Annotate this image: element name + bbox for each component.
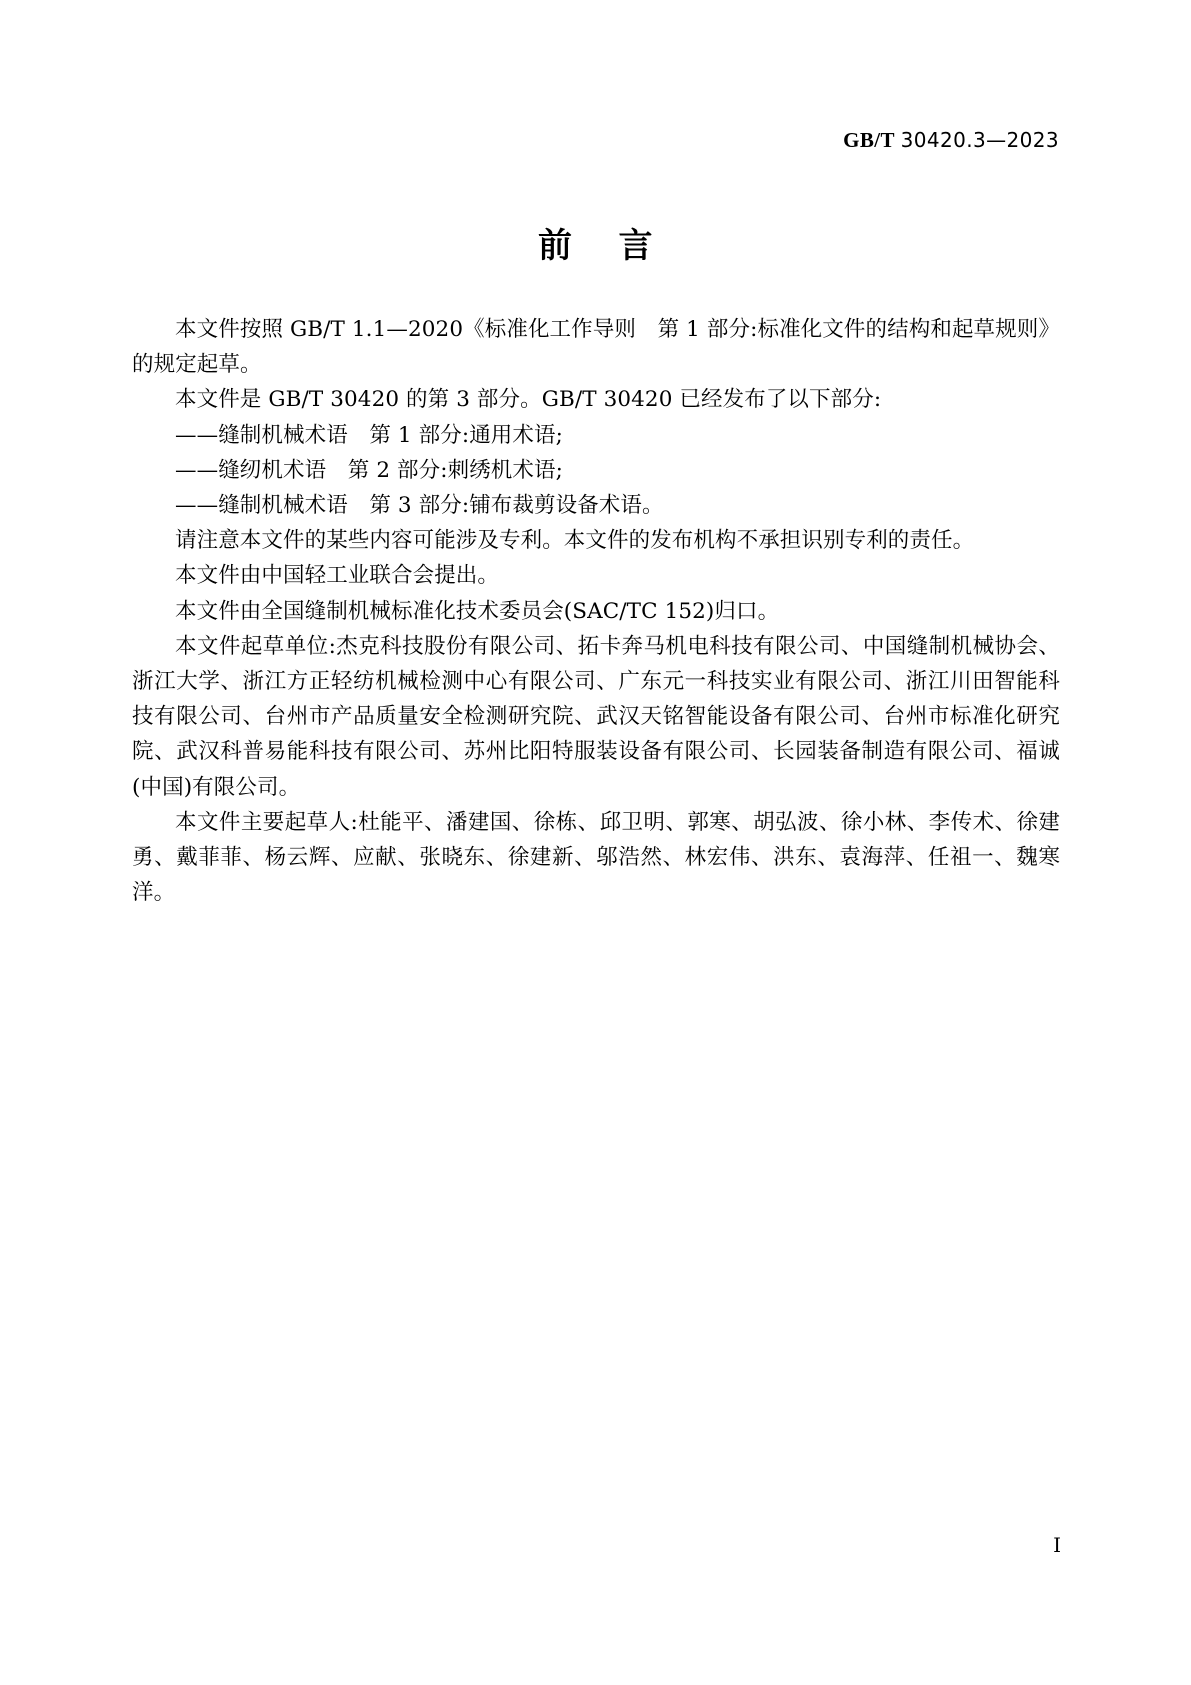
page-title — [0, 218, 1191, 267]
running-header — [843, 128, 1059, 153]
page-number: I — [1053, 1533, 1061, 1557]
paragraph-drafting-organizations: 本文件起草单位:杰克科技股份有限公司、拓卡奔马机电科技有限公司、中国缝制机械协会、浙江大学、浙江方正轻纺机械检测中心有限公司、广东元一科技实业有限公司、浙江川田智能科技有限公司、台州市产品质量安全检测研究院、武汉天铭智能设备有限公司、台州市标准化研究院、武汉科普易能科技有限公司、苏州比阳特服装设备有限公司、长园装备制造有限公司、福诚(中国)有限公司。 — [132, 633, 1060, 800]
paragraph-administered-by: 本文件由全国缝制机械标准化技术委员会(SAC/TC 152)归口。 — [175, 598, 780, 624]
title-char-2: 言 — [618, 226, 653, 266]
standard-number: 30420.3—2023 — [900, 128, 1059, 152]
list-item: ——缝制机械术语 第 3 部分:铺布裁剪设备术语。 — [175, 493, 664, 519]
foreword-body — [132, 312, 1060, 910]
standard-prefix: GB/T — [843, 128, 895, 152]
list-item: ——缝制机械术语 第 1 部分:通用术语; — [175, 422, 563, 448]
title-char-1: 前 — [538, 226, 573, 266]
paragraph-proposed-by: 本文件由中国轻工业联合会提出。 — [175, 563, 500, 589]
paragraph-principal-drafters: 本文件主要起草人:杜能平、潘建国、徐栋、邱卫明、郭寒、胡弘波、徐小林、李传术、徐建勇、戴菲菲、杨云辉、应献、张晓东、徐建新、邬浩然、林宏伟、洪东、袁海萍、任祖一、魏寒洋。 — [132, 809, 1060, 906]
list-item: ——缝纫机术语 第 2 部分:刺绣机术语; — [175, 457, 563, 483]
paragraph-patent-notice: 请注意本文件的某些内容可能涉及专利。本文件的发布机构不承担识别专利的责任。 — [175, 528, 975, 554]
paragraph-part-intro: 本文件是 GB/T 30420 的第 3 部分。GB/T 30420 已经发布了以下部分: — [175, 387, 882, 413]
paragraph-scope: 本文件按照 GB/T 1.1—2020《标准化工作导则 第 1 部分:标准化文件的结构和起草规则》的规定起草。 — [132, 317, 1060, 378]
